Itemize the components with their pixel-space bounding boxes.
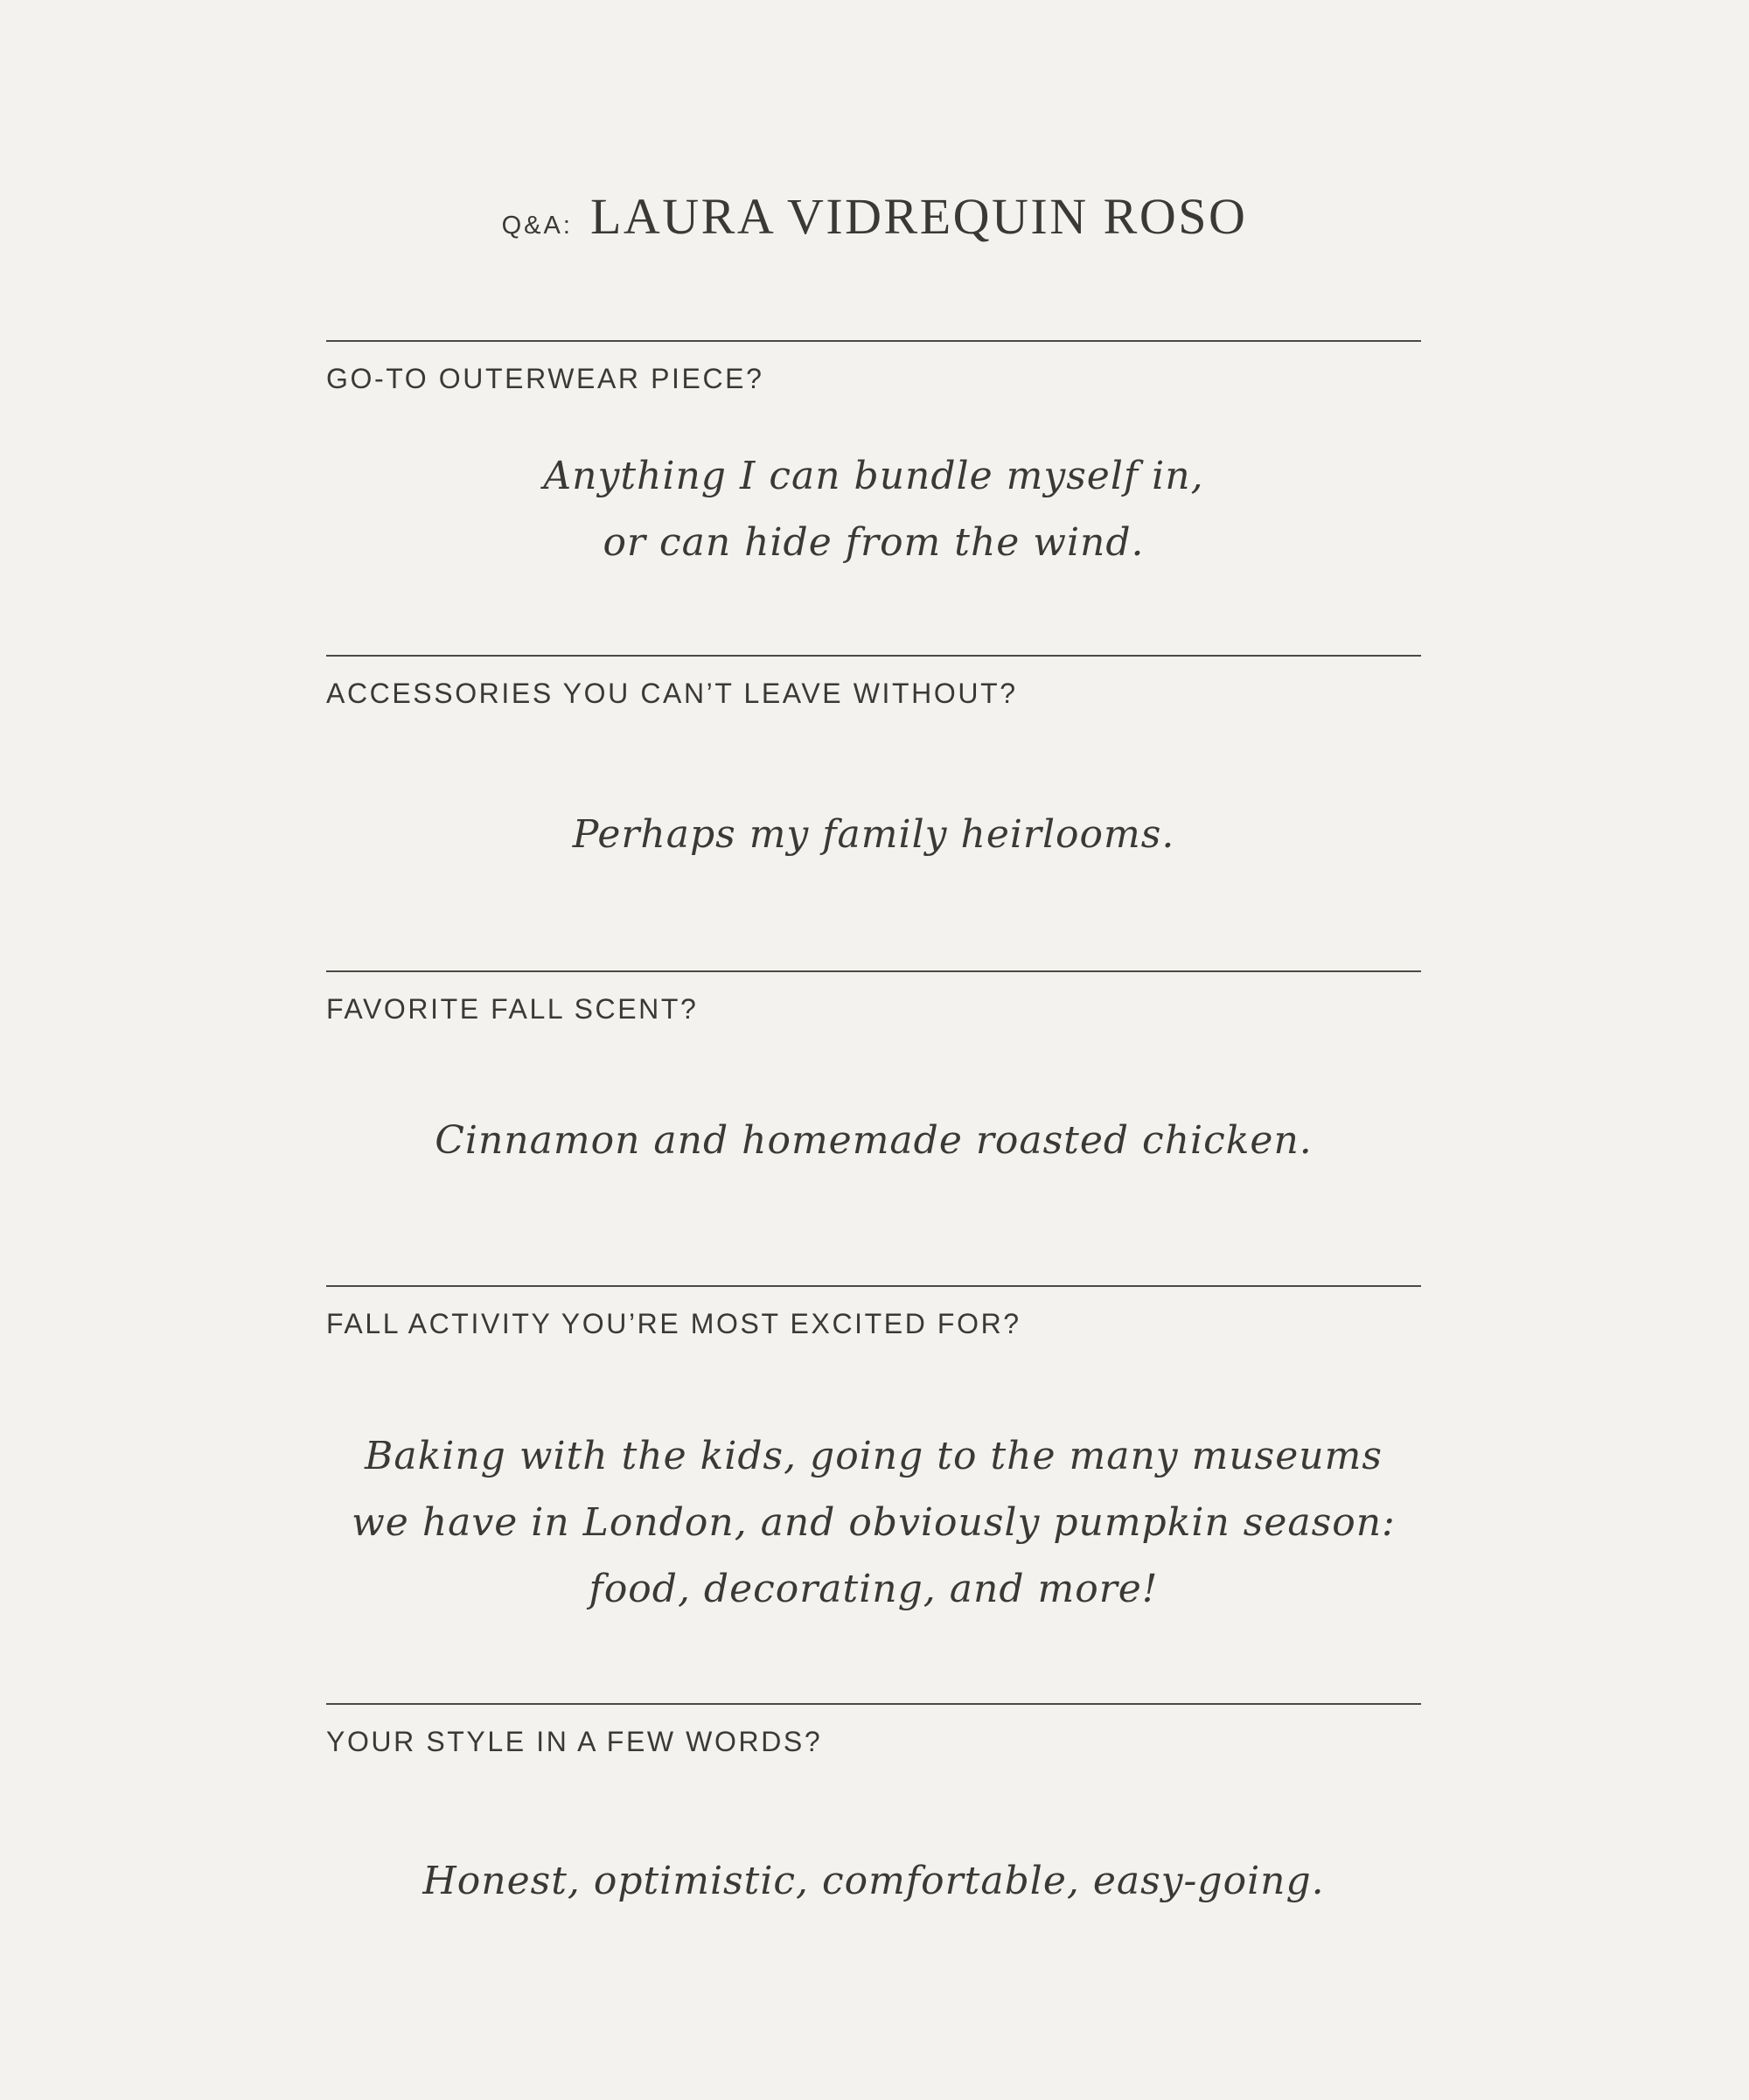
answer-line: Perhaps my family heirlooms. [572, 812, 1175, 857]
question: GO-TO OUTERWEAR PIECE? [326, 363, 764, 394]
answer-line: we have in London, and obviously pumpkin season: [352, 1500, 1396, 1545]
qa-item-fall-activity [326, 1285, 1421, 1705]
answer [326, 1108, 1421, 1174]
title-prefix: Q&A: [501, 212, 573, 240]
answer-line: Baking with the kids, going to the many museums [365, 1434, 1383, 1478]
qa-item-fall-scent [326, 970, 1421, 1287]
answer [326, 1423, 1421, 1623]
answer-line: Anything I can bundle myself in, [543, 454, 1204, 498]
answer-line: Honest, optimistic, comfortable, easy-going. [422, 1859, 1325, 1903]
interviewee-name: LAURA VIDREQUIN ROSO [589, 188, 1248, 245]
answer-line: Cinnamon and homemade roasted chicken. [435, 1118, 1313, 1163]
qa-item-style [326, 1703, 1421, 2020]
answer [326, 1848, 1421, 1915]
answer-line: or can hide from the wind. [603, 520, 1145, 565]
question: ACCESSORIES YOU CAN’T LEAVE WITHOUT? [326, 678, 1018, 709]
question: FAVORITE FALL SCENT? [326, 993, 699, 1025]
answer [326, 443, 1421, 576]
answer-line: food, decorating, and more! [589, 1567, 1159, 1611]
answer [326, 802, 1421, 868]
page-title [0, 187, 1749, 246]
question: FALL ACTIVITY YOU’RE MOST EXCITED FOR? [326, 1308, 1021, 1339]
qa-item-outerwear [326, 340, 1421, 657]
qa-item-accessories [326, 655, 1421, 971]
question: YOUR STYLE IN A FEW WORDS? [326, 1726, 823, 1757]
